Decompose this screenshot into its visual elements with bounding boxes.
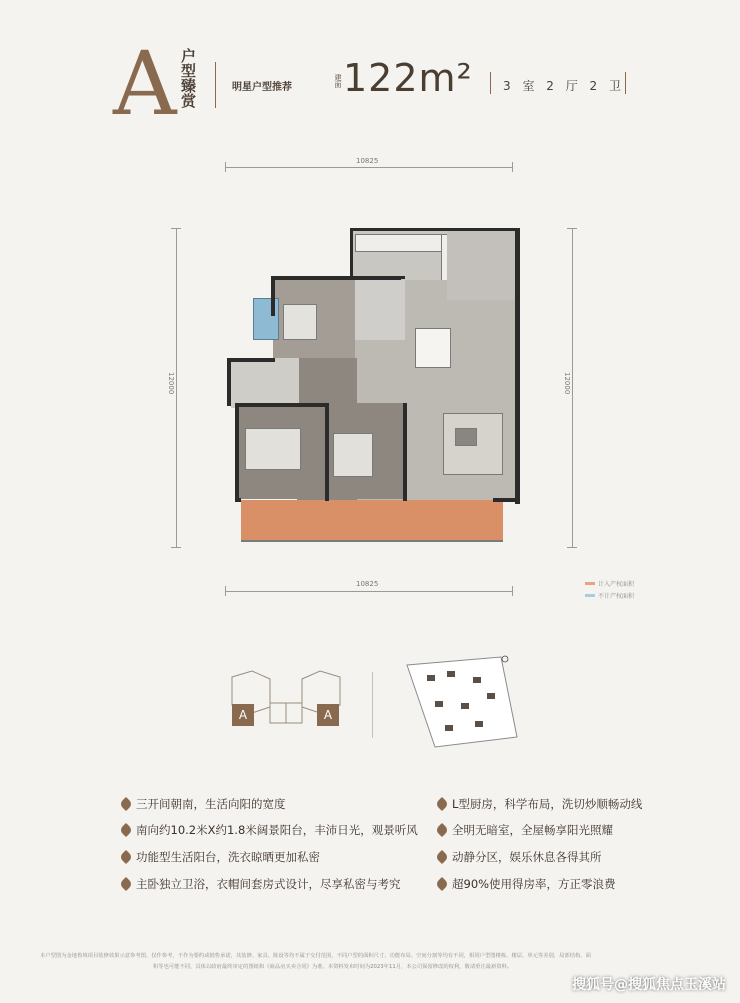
legend-label-counted: 计入产权面积 [598, 581, 635, 588]
wall [403, 403, 407, 501]
left-dimension-tick-top [171, 228, 181, 229]
wall [493, 498, 519, 502]
feature-item: L型厨房，科学布局，洗切炒顺畅动线 [452, 797, 643, 811]
wall [235, 498, 241, 502]
top-dimension-label: 10825 [356, 157, 379, 165]
wall [350, 228, 353, 280]
balcony-rail [241, 540, 503, 542]
kitchen-counter [355, 234, 445, 252]
left-dimension-tick-bottom [171, 547, 181, 548]
right-dimension-tick-bottom [567, 547, 577, 548]
bottom-dimension-line [225, 591, 513, 592]
header-divider-2 [490, 72, 491, 94]
right-dimension-line [572, 228, 573, 548]
feature-bullet-icon [435, 877, 449, 891]
master-bed [283, 304, 317, 340]
feature-item: 动静分区，娱乐休息各得其所 [452, 850, 602, 864]
feature-item: 功能型生活阳台，洗衣晾晒更加私密 [136, 850, 320, 864]
bottom-dimension-tick-right [512, 586, 513, 596]
right-dimension-label: 12000 [563, 372, 571, 395]
wall [350, 228, 520, 231]
left-dimension-label: 12000 [167, 372, 175, 395]
keyplan-badge-left: A [232, 704, 254, 726]
dining-table [415, 328, 451, 368]
top-dimension-tick-left [225, 162, 226, 172]
feature-item: 三开间朝南，生活向阳的宽度 [136, 797, 286, 811]
keyplan-badge-right: A [317, 704, 339, 726]
recommend-label: 明星户型推荐 [232, 82, 292, 93]
legend-swatch-uncounted [585, 594, 595, 597]
legend-label-uncounted: 不计产权面积 [598, 593, 635, 600]
balcony-floor [241, 500, 503, 542]
bay-window [253, 298, 279, 340]
wall [235, 403, 239, 501]
disclaimer-line-2: 积等也可能不同，具体以政府最终审定的图纸和《商品房买卖合同》为准。本资料发布时间为2023年11月，本公司保留修改的权利，敬请垂注最新资料。 [153, 964, 513, 970]
feature-item: 超90%使用得房率，方正零浪费 [452, 877, 616, 891]
left-dimension-line [176, 228, 177, 548]
feature-item: 南向约10.2米X约1.8米阔景阳台，丰沛日光，观景听风 [136, 823, 418, 837]
wall [227, 358, 231, 406]
site-plan [405, 655, 525, 750]
feature-bullet-icon [119, 850, 133, 864]
disclaimer-line-1: 本户型图为金地鲁境项目装修效果示意参考图，仅作参考，不作为要约或销售承诺，其装修、家具、陈设等均不属于交付范围，不同户型的面积尺寸、功能布局、空间分割等均有不同，相同户型图楼栋、楼层、单元等差别，局部结构、面 [40, 953, 591, 959]
feature-item: 主卧独立卫浴，衣帽间套房式设计，尽享私密与考究 [136, 877, 401, 891]
feature-bullet-icon [435, 797, 449, 811]
header-divider-1 [215, 62, 216, 108]
wall [515, 228, 520, 504]
bedroom-3-bed [333, 433, 373, 477]
wall [325, 403, 329, 501]
wall [271, 276, 275, 316]
top-dimension-line [225, 167, 513, 168]
right-dimension-tick-top [567, 228, 577, 229]
wall [353, 276, 405, 279]
coffee-table [455, 428, 477, 446]
header-divider-3 [625, 72, 626, 94]
bottom-dimension-label: 10825 [356, 580, 379, 588]
wall [227, 358, 275, 362]
bathroom-floor [355, 280, 405, 340]
unit-area: 122m² [343, 56, 473, 100]
bottom-dimension-tick-left [225, 586, 226, 596]
unit-subtitle: 户型臻赏 [179, 48, 197, 108]
feature-bullet-icon [435, 823, 449, 837]
floor-plan [225, 228, 513, 548]
laundry-floor [231, 358, 299, 408]
keyplan-divider [372, 672, 373, 738]
legend-swatch-counted [585, 582, 595, 585]
feature-bullet-icon [119, 823, 133, 837]
room-count: 3 室 2 厅 2 卫 [503, 79, 625, 93]
bedroom-2-bed [245, 428, 301, 470]
feature-bullet-icon [435, 850, 449, 864]
wall [235, 403, 329, 407]
feature-item: 全明无暗室，全屋畅享阳光照耀 [452, 823, 613, 837]
top-dimension-tick-right [512, 162, 513, 172]
watermark: 搜狐号@搜狐焦点玉溪站 [572, 977, 726, 993]
dining-floor [447, 230, 517, 300]
unit-letter: A [113, 32, 177, 135]
area-prefix: 建面 [334, 74, 342, 88]
feature-bullet-icon [119, 797, 133, 811]
feature-bullet-icon [119, 877, 133, 891]
